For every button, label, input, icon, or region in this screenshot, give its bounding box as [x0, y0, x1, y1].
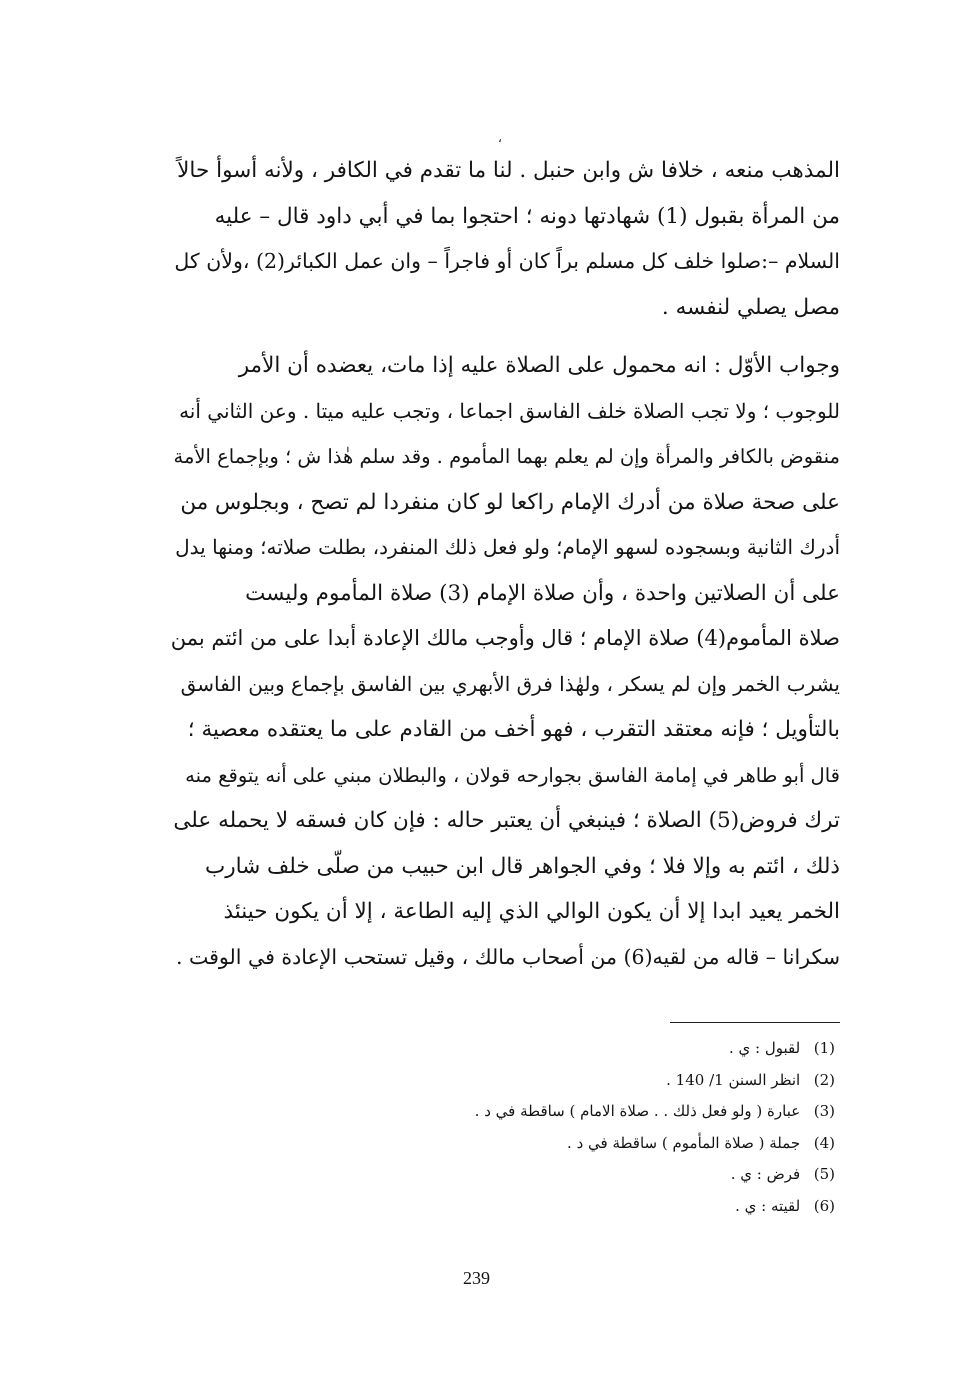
text-line: سكرانا – قاله من لقيه(6) من أصحاب مالك ، وقيل تستحب الإعادة في الوقت . [175, 944, 840, 969]
footnote-number: (4) [813, 1133, 835, 1152]
footnote-text: انظر السنن 1/ 140 . [666, 1070, 801, 1089]
paragraph-1 [170, 148, 840, 330]
text-line: السلام –:صلوا خلف كل مسلم براً كان أو فاجراً – وان عمل الكبائر(2) ،ولأن كل [174, 249, 840, 273]
footnote-item [315, 1191, 835, 1223]
footnote-item [315, 1096, 835, 1128]
stray-mark: ، [498, 131, 502, 145]
text-line: يشرب الخمر وإن لم يسكر ، ولهٰذا فرق الأبهري بين الفاسق بإجماع وبين الفاسق [180, 671, 840, 696]
footnote-number: (2) [813, 1070, 835, 1089]
text-line: أدرك الثانية وبسجوده لسهو الإمام؛ ولو فعل ذلك المنفرد، بطلت صلاته؛ ومنها يدل [175, 535, 840, 559]
footnotes [315, 1033, 835, 1222]
footnote-text: عبارة ( ولو فعل ذلك . . صلاة الامام ) ساقطة في د . [474, 1102, 801, 1120]
text-line: قال أبو طاهر في إمامة الفاسق بجوارحه قولان ، والبطلان مبني على أنه يتوقع منه [185, 763, 840, 787]
text-line: بالتأويل ؛ فإنه معتقد التقرب ، فهو أخف من القادم على ما يعتقده معصية ؛ [187, 717, 840, 742]
footnote-divider [670, 1022, 840, 1023]
footnote-item [315, 1159, 835, 1191]
text-line: صلاة المأموم(4) صلاة الإمام ؛ قال وأوجب مالك الإعادة أبدا على من ائتم بمن [170, 626, 840, 650]
footnote-item [315, 1065, 835, 1097]
footnote-number: (1) [813, 1039, 835, 1057]
footnote-number: (5) [813, 1165, 835, 1183]
main-text [170, 148, 840, 980]
text-line: مصل يصلي لنفسه . [661, 294, 840, 320]
text-line: من المرأة بقبول (1) شهادتها دونه ؛ احتجوا بما في أبي داود قال – عليه [214, 203, 840, 229]
footnote-text: لقيته : ي . [735, 1196, 801, 1215]
text-line: الخمر يعيد ابدا إلا أن يكون الوالي الذي إليه الطاعة ، إلا أن يكون حينئذ [223, 899, 840, 924]
footnote-text: جملة ( صلاة المأموم ) ساقطة في د . [567, 1133, 801, 1152]
text-line: ترك فروض(5) الصلاة ؛ فينبغي أن يعتبر حاله : فإن كان فسقه لا يحمله على [173, 808, 840, 833]
text-line: المذهب منعه ، خلافا ش وابن حنبل . لنا ما تقدم في الكافر ، ولأنه أسوأ حالاً [177, 158, 840, 183]
footnote-text: فرض : ي . [730, 1165, 801, 1183]
footnote-text: لقبول : ي . [729, 1039, 801, 1057]
text-line: للوجوب ؛ ولا تجب الصلاة خلف الفاسق اجماعا ، وتجب عليه ميتا . وعن الثاني أنه [179, 398, 840, 423]
paragraph-2 [170, 343, 840, 980]
text-line: منقوض بالكافر والمرأة وإن لم يعلم بهما المأموم . وقد سلم هٰذا ش ؛ وبإجماع الأمة [173, 445, 840, 468]
footnote-number: (6) [813, 1196, 835, 1215]
text-line: وجواب الأوّل : انه محمول على الصلاة عليه إذا مات، يعضده أن الأمر [238, 353, 840, 378]
footnote-item [315, 1033, 835, 1065]
page-number: 239 [463, 1268, 490, 1288]
text-line: ذلك ، ائتم به وإلا فلا ؛ وفي الجواهر قال ابن حبيب من صلّى خلف شارب [205, 853, 840, 879]
footnote-number: (3) [813, 1102, 835, 1120]
footnote-item [315, 1128, 835, 1160]
text-line: على صحة صلاة من أدرك الإمام راكعا لو كان منفردا لم تصح ، وبجلوس من [180, 489, 840, 515]
text-line: على أن الصلاتين واحدة ، وأن صلاة الإمام (3) صلاة المأموم وليست [245, 580, 840, 606]
